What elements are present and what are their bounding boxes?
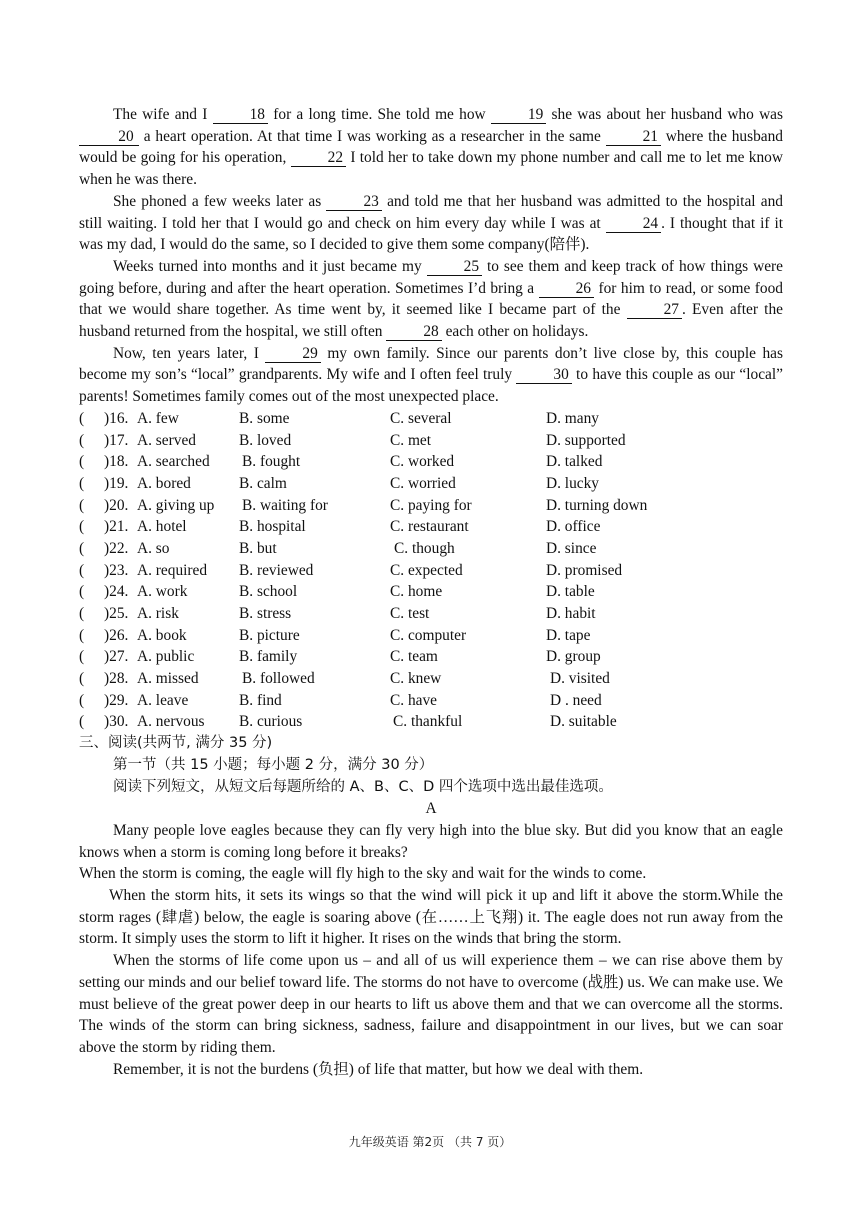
question-22: [79, 538, 783, 560]
option-b: B. find: [239, 691, 282, 709]
question-number: )27.: [104, 648, 129, 666]
text: my own family. Since our parents don’t live close by, this couple has become my son’s “local” grandparents. My wife and I often feel truly: [79, 344, 783, 384]
passage-label: A: [425, 800, 437, 818]
blank-19: 19: [491, 106, 546, 124]
answer-paren[interactable]: (: [79, 453, 85, 471]
text: she was about her husband who was: [546, 106, 784, 123]
option-d: D. since: [546, 539, 597, 557]
question-17: [79, 430, 783, 452]
option-c: C. expected: [390, 561, 463, 579]
option-d: D . need: [550, 691, 602, 709]
text: to see them and keep track of how things were going before, during and after the heart operation. Sometimes I’d bring a: [79, 257, 783, 297]
answer-paren[interactable]: (: [79, 691, 85, 709]
answer-paren[interactable]: (: [79, 561, 85, 579]
option-b: B. school: [239, 583, 298, 601]
reading-paragraph-3: When the storm hits, it sets its wings so that the wind will pick it up and lift it above the storm.While the storm rages (肆虐) below, the eagle is soaring above (在……上飞翔) it. The eagle does not run away from the storm. It simply uses the storm to lift it higher. It rises on the winds that bring the storm.: [79, 887, 783, 948]
option-a: A. few: [137, 409, 179, 427]
question-25: [79, 603, 783, 625]
blank-22: 22: [291, 149, 346, 167]
question-24: [79, 581, 783, 603]
question-number: )25.: [104, 605, 129, 623]
question-30: [79, 711, 783, 733]
answer-paren[interactable]: (: [79, 431, 85, 449]
section-title: 三、阅读(共两节, 满分 35 分): [79, 735, 273, 752]
option-a: A. book: [137, 626, 187, 644]
answer-paren[interactable]: (: [79, 626, 85, 644]
option-c: C. worried: [390, 474, 456, 492]
text: to have this couple as our “local” parents! Sometimes family comes out of the most unexpected place.: [79, 366, 783, 406]
option-d: D. office: [546, 518, 601, 536]
option-c: C. though: [394, 539, 455, 557]
text: I told her to take down my phone number and call me to let me know when he was there.: [79, 149, 783, 189]
option-c: C. met: [390, 431, 432, 449]
option-c: C. knew: [390, 670, 442, 688]
blank-24: 24: [606, 215, 661, 233]
question-21: [79, 516, 783, 538]
reading-paragraph-2: When the storm is coming, the eagle will fly high to the sky and wait for the winds to come.: [79, 865, 647, 883]
option-d: D. group: [546, 648, 601, 666]
option-b: B. but: [239, 539, 277, 557]
cloze-paragraph-2: [79, 191, 783, 256]
option-d: D. lucky: [546, 474, 600, 492]
answer-paren[interactable]: (: [79, 670, 85, 688]
option-b: B. some: [239, 409, 290, 427]
question-23: [79, 560, 783, 582]
option-d: D. habit: [546, 605, 596, 623]
option-c: C. thankful: [393, 713, 463, 731]
option-b: B. picture: [239, 626, 300, 644]
blank-30: 30: [516, 366, 571, 384]
option-b: B. loved: [239, 431, 292, 449]
text: Weeks turned into months and it just became my: [113, 257, 427, 275]
question-18: [79, 451, 783, 473]
blank-25: 25: [427, 258, 482, 276]
answer-paren[interactable]: (: [79, 605, 85, 623]
question-number: )17.: [104, 431, 129, 449]
option-c: C. computer: [390, 626, 467, 644]
option-b: B. reviewed: [239, 561, 314, 579]
option-a: A. leave: [137, 691, 189, 709]
text: for a long time. She told me how: [268, 106, 491, 123]
option-c: C. several: [390, 409, 452, 427]
option-a: A. public: [137, 648, 195, 666]
question-number: )22.: [104, 539, 129, 557]
option-a: A. risk: [137, 605, 179, 623]
option-c: C. team: [390, 648, 438, 666]
question-27: [79, 646, 783, 668]
answer-paren[interactable]: (: [79, 496, 85, 514]
answer-paren[interactable]: (: [79, 539, 85, 557]
text: and told me that her husband was admitted to the hospital and still waiting. I told her that I would go and check on him every day while I was at: [79, 192, 783, 232]
option-a: A. nervous: [137, 713, 205, 731]
blank-29: 29: [265, 345, 320, 363]
option-b: B. family: [239, 648, 298, 666]
cloze-paragraph-1: [79, 104, 783, 191]
option-d: D. many: [546, 409, 600, 427]
option-a: A. required: [137, 561, 208, 579]
question-number: )19.: [104, 474, 129, 492]
question-number: )26.: [104, 626, 129, 644]
question-list: [79, 408, 783, 733]
option-c: C. home: [390, 583, 443, 601]
option-a: A. searched: [137, 453, 210, 471]
option-d: D. turning down: [546, 496, 648, 514]
reading-paragraph-5: Remember, it is not the burdens (负担) of life that matter, but how we deal with them.: [113, 1060, 644, 1078]
option-c: C. test: [390, 605, 430, 623]
blank-20: 20: [79, 128, 139, 146]
option-d: D. tape: [546, 626, 591, 644]
question-number: )21.: [104, 518, 129, 536]
text: . Even after the husband returned from the hospital, we still often: [79, 301, 783, 341]
option-d: D. visited: [550, 670, 610, 688]
exam-page: [79, 104, 783, 1080]
option-d: D. suitable: [550, 713, 617, 731]
page-footer: 九年级英语 第2页 （共 7 页）: [348, 1135, 512, 1149]
option-c: C. worked: [390, 453, 455, 471]
blank-18: 18: [213, 106, 268, 124]
reading-paragraph-4: When the storms of life come upon us – and all of us will experience them – we can rise above them by setting our minds and our belief toward life. The storms do not have to overcome (战胜) us. We can make use. We must believe of the great power deep in our hearts to lift us above them and that we can overcome all the storms. The winds of the storm can bring sickness, sadness, failure and disappointment in our lives, but we can soar above the storm by riding them.: [79, 952, 783, 1056]
answer-paren[interactable]: (: [79, 583, 85, 601]
option-b: B. followed: [242, 670, 315, 688]
option-a: A. hotel: [137, 518, 187, 536]
question-16: [79, 408, 783, 430]
blank-28: 28: [386, 323, 441, 341]
question-29: [79, 690, 783, 712]
question-number: )28.: [104, 670, 129, 688]
option-b: B. stress: [239, 605, 292, 623]
question-number: )20.: [104, 496, 129, 514]
question-number: )24.: [104, 583, 129, 601]
answer-paren[interactable]: (: [79, 518, 85, 536]
option-b: B. calm: [239, 474, 287, 492]
text: a heart operation. At that time I was working as a researcher in the same: [139, 127, 606, 145]
question-number: )29.: [104, 691, 129, 709]
option-a: A. so: [137, 539, 170, 557]
question-28: [79, 668, 783, 690]
answer-paren[interactable]: (: [79, 409, 85, 427]
text: each other on holidays.: [441, 323, 589, 341]
option-d: D. talked: [546, 453, 603, 471]
option-a: A. work: [137, 583, 188, 601]
blank-27: 27: [627, 301, 682, 319]
text: where the husband would be going for his operation,: [79, 127, 783, 167]
question-number: )16.: [104, 409, 129, 427]
option-a: A. giving up: [137, 496, 215, 514]
part-one-title: 第一节（共 15 小题；每小题 2 分，满分 30 分）: [113, 756, 434, 773]
text: . I thought that if it was my dad, I would do the same, so I decided to give them some company(陪伴).: [79, 214, 784, 254]
answer-paren[interactable]: (: [79, 648, 85, 666]
question-number: )30.: [104, 713, 129, 731]
option-d: D. table: [546, 583, 595, 601]
blank-26: 26: [539, 280, 594, 298]
option-a: A. served: [137, 431, 196, 449]
option-d: D. promised: [546, 561, 623, 579]
option-b: B. curious: [239, 713, 303, 731]
reading-paragraph-1: Many people love eagles because they can fly very high into the blue sky. But did you know that an eagle knows when a storm is coming long before it breaks?: [79, 821, 783, 861]
answer-paren[interactable]: (: [79, 474, 85, 492]
option-b: B. fought: [242, 453, 301, 471]
option-c: C. paying for: [390, 496, 472, 514]
question-19: [79, 473, 783, 495]
question-number: )18.: [104, 453, 129, 471]
text: for him to read, or some food that we would share together. As time went by, it seemed like I became part of the: [79, 279, 783, 319]
question-26: [79, 625, 783, 647]
text: She phoned a few weeks later as: [113, 192, 327, 210]
option-b: B. hospital: [239, 518, 306, 536]
option-a: A. missed: [137, 670, 199, 688]
option-b: B. waiting for: [242, 496, 328, 514]
blank-21: 21: [606, 128, 661, 146]
text: Now, ten years later, I: [113, 344, 266, 362]
option-c: C. restaurant: [390, 518, 469, 536]
cloze-paragraph-4: [79, 343, 783, 408]
question-number: )23.: [104, 561, 129, 579]
option-a: A. bored: [137, 474, 191, 492]
text: The wife and I: [113, 106, 213, 123]
question-20: [79, 495, 783, 517]
cloze-paragraph-3: [79, 256, 783, 343]
answer-paren[interactable]: (: [79, 713, 85, 731]
option-c: C. have: [390, 691, 438, 709]
blank-23: 23: [326, 193, 381, 211]
reading-instruction: 阅读下列短文，从短文后每题所给的 A、B、C、D 四个选项中选出最佳选项。: [113, 778, 613, 795]
option-d: D. supported: [546, 431, 626, 449]
